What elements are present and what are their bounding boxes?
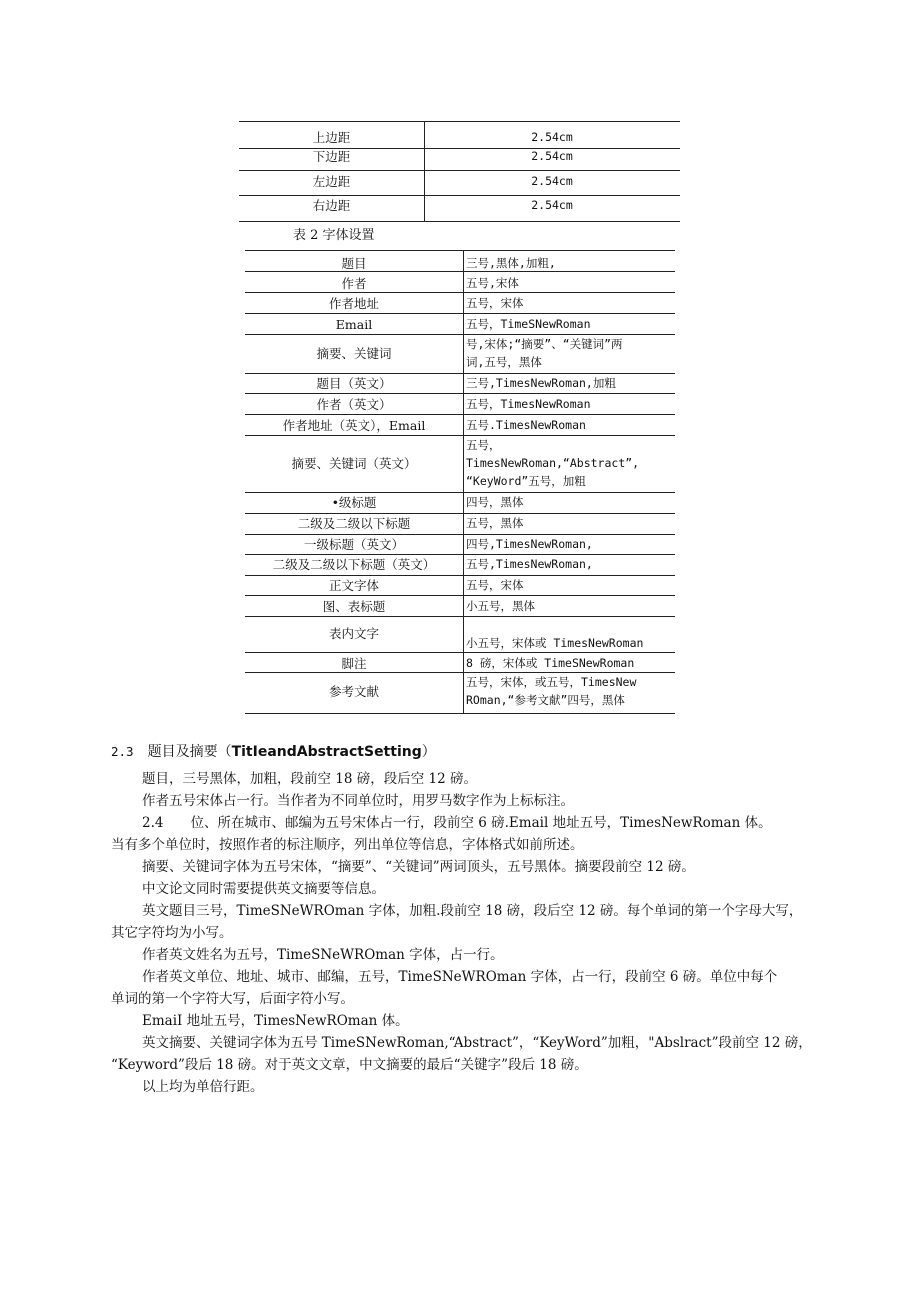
font-row-label: 图、表标题 xyxy=(322,599,386,614)
font-row-label: 正文字体 xyxy=(328,578,379,593)
paragraph-line: 中文论文同时需要提供英文摘要等信息。 xyxy=(142,881,385,897)
font-row-value: 四号，黑体 xyxy=(466,495,524,509)
margin-value-right: 2.54cm xyxy=(531,198,573,212)
margin-value-bottom: 2.54cm xyxy=(531,149,573,163)
paragraph-line: 作者五号宋体占一行。当作者为不同单位时，用罗马数字作为上标标注。 xyxy=(142,793,574,809)
table-caption: 表 2 字体设置 xyxy=(293,228,375,243)
font-row-value: 五号，TimesNewRoman xyxy=(466,397,591,411)
table-rule xyxy=(245,435,675,436)
font-row-value: 五号，宋体 xyxy=(466,296,524,310)
font-row-value: 词,五号，黑体 xyxy=(466,355,542,369)
font-row-value: 三号,黑体,加粗, xyxy=(466,256,556,270)
font-row-label: 题目 xyxy=(341,256,367,271)
section-title-end: ） xyxy=(421,744,436,760)
paragraph-line: 单词的第一个字符大写，后面字符小写。 xyxy=(111,991,354,1007)
section-number: 2.3 xyxy=(111,744,134,759)
font-row-value: “KeyWord”五号，加粗 xyxy=(466,474,586,488)
paragraph-line: 英文题目三号，TimeSNeWROman 字体，加粗.段前空 18 磅，段后空 12 磅。每个单词的第一个字母大写， xyxy=(142,903,803,919)
font-row-value: 号,宋体;“摘要”、“关键词”两 xyxy=(466,337,623,351)
table-rule xyxy=(245,492,675,493)
font-row-label: 作者地址 xyxy=(328,296,379,311)
font-row-value: 五号.TimesNewRoman xyxy=(466,418,586,432)
table-rule xyxy=(245,393,675,394)
font-row-label: 一级标题（英文） xyxy=(303,537,404,552)
font-row-label: 脚注 xyxy=(341,656,367,671)
margin-value-left: 2.54cm xyxy=(531,174,573,188)
paragraph-line: 2.4 位、所在城市、邮编为五号宋体占一行，段前空 6 磅.Email 地址五号，TimesNewRoman 体。 xyxy=(142,815,772,831)
font-row-label: 二级及二级以下标题 xyxy=(297,516,411,531)
section-title-cn: 题目及摘要（ xyxy=(147,744,232,760)
margin-value-top: 2.54cm xyxy=(531,130,573,144)
table-rule xyxy=(245,334,675,335)
font-row-value: ROman,“参考文献”四号，黑体 xyxy=(466,693,625,707)
paragraph-line: 其它字符均为小写。 xyxy=(111,925,233,941)
font-row-label: 题目（英文） xyxy=(316,376,392,391)
font-row-label: 参考文献 xyxy=(328,684,379,699)
font-row-value: 五号，宋体，或五号，TimesNew xyxy=(466,675,637,689)
paragraph-line: 作者英文单位、地址、城市、邮编，五号，TimeSNeWROman 字体，占一行，段前空 6 磅。单位中每个 xyxy=(142,969,778,985)
font-row-label: 作者（英文） xyxy=(316,397,392,412)
section-title-en: TitIeandAbstractSetting xyxy=(231,744,422,760)
table-rule xyxy=(245,616,675,617)
table-rule xyxy=(245,373,675,374)
font-row-label: 摘要、关键词 xyxy=(316,346,392,361)
font-row-label: 摘要、关键词（英文） xyxy=(291,456,417,471)
font-row-value: 小五号，黑体 xyxy=(466,599,535,613)
paragraph-line: 摘要、关键词字体为五号宋体，“摘要”、“关键词”两词顶头，五号黑体。摘要段前空 12 磅。 xyxy=(142,859,695,875)
font-row-value: 三号,TimesNewRoman,加粗 xyxy=(466,376,616,390)
table-rule xyxy=(245,414,675,415)
font-row-label: 作者地址（英文），Email xyxy=(282,418,426,433)
font-row-label: 作者 xyxy=(341,276,367,291)
font-row-value: 五号，黑体 xyxy=(466,516,524,530)
paragraph-line: 英文摘要、关键词字体为五号 TimeSNewRoman,“Abstract”，“KeyWord”加粗，"Abslract”段前空 12 磅， xyxy=(142,1035,812,1051)
font-row-value: 五号，宋体 xyxy=(466,578,524,592)
section-heading xyxy=(111,741,436,761)
margin-label-top: 上边距 xyxy=(312,130,351,145)
font-row-label: Email xyxy=(335,317,373,332)
font-row-label: 二级及二级以下标题（英文） xyxy=(272,557,436,572)
font-row-value: TimesNewRoman,“Abstract”, xyxy=(466,456,640,470)
paragraph-line: 作者英文姓名为五号，TimeSNeWROman 字体，占一行。 xyxy=(142,947,504,963)
paragraph-line: “Keyword”段后 18 磅。对于英文文章，中文摘要的最后“关键字”段后 18 磅。 xyxy=(111,1057,588,1073)
margin-label-left: 左边距 xyxy=(312,174,351,189)
font-row-value: 五号,TimesNewRoman, xyxy=(466,557,593,571)
font-row-value: 五号,宋体 xyxy=(466,276,519,290)
paragraph-line: 题目，三号黑体，加粗，段前空 18 磅，段后空 12 磅。 xyxy=(142,771,478,787)
font-row-value: 四号,TimesNewRoman, xyxy=(466,537,593,551)
table-rule xyxy=(245,672,675,673)
table-rule xyxy=(245,575,675,576)
paragraph-line: EmaiI 地址五号，TimesNewROman 体。 xyxy=(142,1013,409,1029)
table-rule xyxy=(245,595,675,596)
table-rule xyxy=(245,534,675,535)
font-row-label: 表内文字 xyxy=(328,626,379,641)
table-rule xyxy=(245,250,675,251)
table-rule xyxy=(245,292,675,293)
table-rule xyxy=(245,554,675,555)
table-rule xyxy=(245,513,675,514)
margin-label-bottom: 下边距 xyxy=(312,149,351,164)
table-rule xyxy=(245,313,675,314)
font-row-value: 小五号，宋体或 TimesNewRoman xyxy=(466,636,644,650)
table-rule xyxy=(245,713,675,714)
font-row-label: •级标题 xyxy=(331,495,377,510)
font-row-value: 五号，TimeSNewRoman xyxy=(466,317,591,331)
font-row-value: 五号， xyxy=(466,438,501,452)
paragraph-line: 以上均为单倍行距。 xyxy=(142,1079,264,1095)
margin-label-right: 右边距 xyxy=(312,198,351,213)
paragraph-line: 当有多个单位时，按照作者的标注顺序，列出单位等信息，字体格式如前所述。 xyxy=(111,837,584,853)
table-rule xyxy=(245,652,675,653)
font-row-value: 8 磅，宋体或 TimeSNewRoman xyxy=(466,656,635,670)
